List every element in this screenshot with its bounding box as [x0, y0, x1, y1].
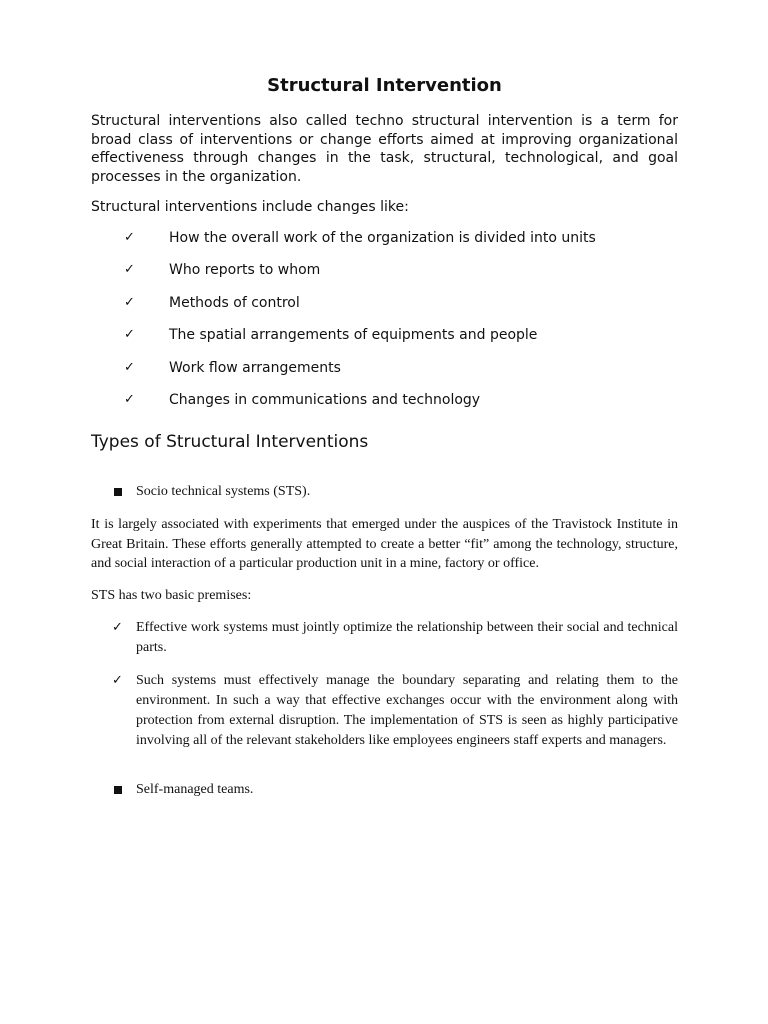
changes-lead: Structural interventions include changes like:: [91, 199, 409, 215]
list-item: [91, 326, 678, 344]
sts-item: [91, 483, 678, 501]
check-icon: ✓: [112, 672, 123, 688]
list-item: [91, 294, 678, 312]
list-item-text: Such systems must effectively manage the boundary separating and relating them to the environment. In such a way that effective exchanges occur with the environment along with protection from external disruption. The implementation of STS is seen as highly participative involving all of the relevant stakeholders like employees engineers staff experts and managers.: [136, 672, 678, 748]
check-icon: ✓: [124, 392, 135, 407]
square-bullet-icon: [114, 786, 122, 794]
list-item: [91, 618, 678, 658]
list-item-text: Methods of control: [169, 294, 300, 311]
document-title: Structural Intervention: [267, 75, 502, 96]
types-heading: Types of Structural Interventions: [91, 432, 369, 452]
changes-list: [91, 229, 678, 410]
check-icon: ✓: [124, 294, 135, 310]
list-item-text: Work flow arrangements: [169, 359, 341, 376]
list-item: [91, 229, 678, 247]
check-icon: ✓: [124, 262, 135, 277]
list-item-text: How the overall work of the organization is divided into units: [169, 229, 596, 246]
sts-label: Socio technical systems (STS).: [136, 484, 311, 499]
self-managed-label: Self-managed teams.: [136, 781, 254, 797]
intro-paragraph: Structural interventions also called techno structural intervention is a term for broad class of interventions or change efforts aimed at improving organizational effectiveness through changes in the task, structural, technological, and goal processes in the organization.: [91, 113, 678, 185]
square-bullet-icon: [114, 488, 122, 496]
check-icon: ✓: [124, 359, 135, 375]
list-item-text: The spatial arrangements of equipments and people: [169, 327, 538, 343]
self-managed-item: [91, 781, 678, 799]
sts-description: It is largely associated with experiments that emerged under the auspices of the Travistock Institute in Great Britain. These efforts generally attempted to create a better “fit” among the technology, structure, and social interaction of a particular production unit in a mine, factory or office.: [91, 517, 678, 572]
list-item: [91, 359, 678, 377]
list-item: [91, 391, 678, 409]
list-item: [91, 671, 678, 751]
list-item-text: Effective work systems must jointly optimize the relationship between their social and technical parts.: [136, 619, 678, 655]
check-icon: ✓: [124, 327, 135, 342]
premises-list: [91, 618, 678, 751]
list-item-text: Changes in communications and technology: [169, 392, 481, 408]
premises-lead: STS has two basic premises:: [91, 588, 252, 604]
list-item: [91, 261, 678, 279]
list-item-text: Who reports to whom: [169, 262, 321, 278]
check-icon: ✓: [112, 619, 123, 635]
check-icon: ✓: [124, 229, 135, 245]
